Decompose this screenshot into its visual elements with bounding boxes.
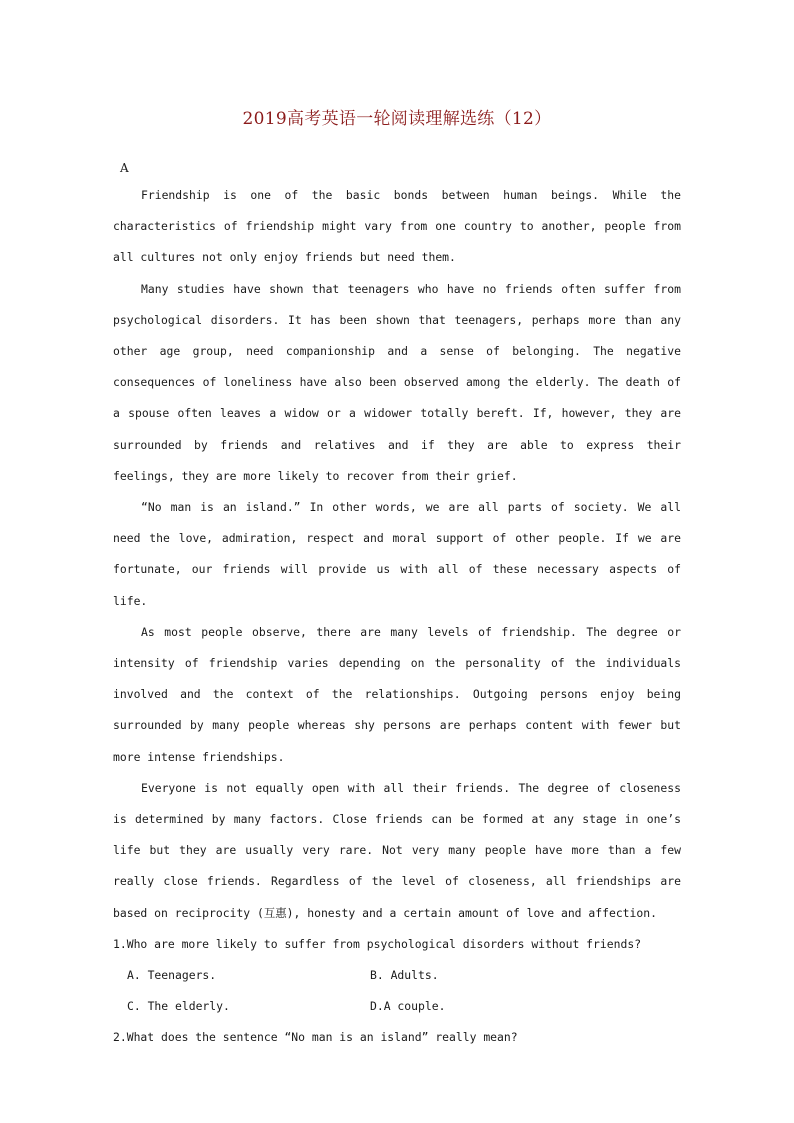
question-2-stem: 2.What does the sentence “No man is an island” really mean? xyxy=(113,1030,518,1045)
paragraph: As most people observe, there are many levels of friendship. The degree or intensity of friendship varies depending on the personality of the individuals involved and the context of the relationships. Outgoing persons enjoy being surrounded by many people whereas shy persons are perhaps content with fewer but more intense friendships. xyxy=(113,624,681,764)
page-title: 2019高考英语一轮阅读理解选练（12） xyxy=(242,109,552,129)
option-b: B. Adults. xyxy=(370,968,439,983)
section-label: A xyxy=(120,161,129,175)
option-a: A. Teenagers. xyxy=(127,968,217,983)
paragraph: Friendship is one of the basic bonds between human beings. While the characteristics of friendship might vary from one country to another, people from all cultures not only enjoy friends but need them. xyxy=(113,188,681,265)
option-d: D.A couple. xyxy=(370,999,446,1014)
paragraph: Everyone is not equally open with all their friends. The degree of closeness is determined by many factors. Close friends can be formed at any stage in one’s life but they are usually very rare. Not very many people have more than a few really close friends. Regardless of the level of closeness, all friendships are based on reciprocity (互惠), honesty and a certain amount of love and affection. xyxy=(113,780,681,920)
option-c: C. The elderly. xyxy=(127,999,230,1014)
paragraph: “No man is an island.” In other words, we are all parts of society. We all need the love, admiration, respect and moral support of other people. If we are fortunate, our friends will provide us with all of these necessary aspects of life. xyxy=(113,500,681,608)
question-1-options xyxy=(113,960,681,1022)
passage-body xyxy=(113,180,681,1054)
question-1-stem: 1.Who are more likely to suffer from psychological disorders without friends? xyxy=(113,936,642,951)
paragraph: Many studies have shown that teenagers who have no friends often suffer from psychological disorders. It has been shown that teenagers, perhaps more than any other age group, need companionship and a sense of belonging. The negative consequences of loneliness have also been observed among the elderly. The death of a spouse often leaves a widow or a widower totally bereft. If, however, they are surrounded by friends and relatives and if they are able to express their feelings, they are more likely to recover from their grief. xyxy=(113,281,681,483)
